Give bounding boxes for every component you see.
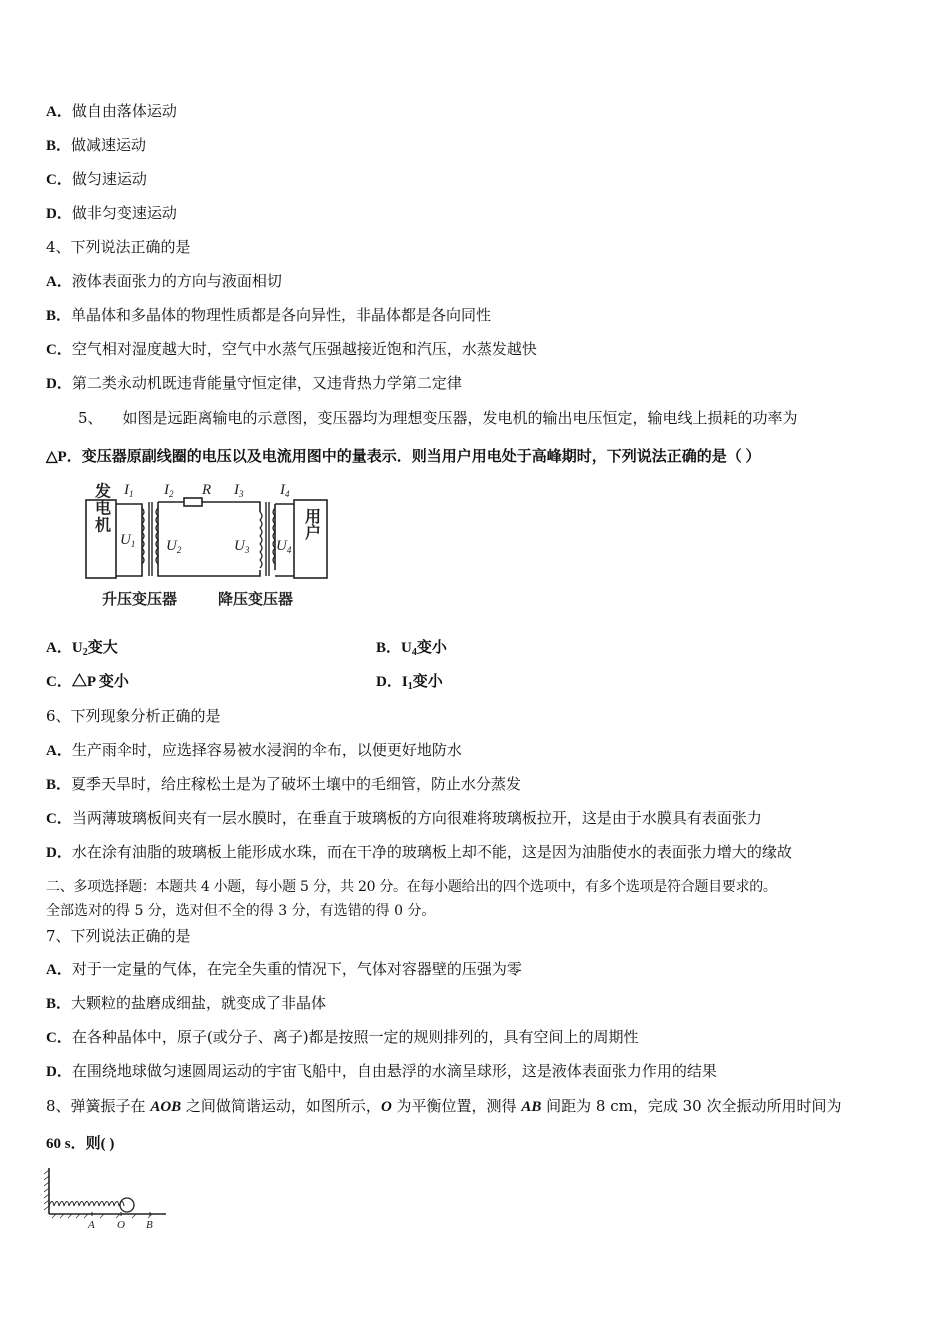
- label-step-up: 升压变压器: [102, 592, 178, 608]
- label-r: R: [202, 482, 212, 498]
- label-i2: $I_2$: [164, 482, 174, 499]
- q6-option-c: C．当两薄玻璃板间夹有一层水膜时，在垂直于玻璃板的方向很难将玻璃板拉开，这是由于水膜具有表面张力: [46, 809, 762, 827]
- q7-option-a: A．对于一定量的气体，在完全失重的情况下，气体对容器壁的压强为零: [46, 960, 522, 978]
- q5-option-b: B．$U_4$变小: [376, 640, 447, 658]
- q5-option-c: C．△P 变小: [46, 674, 129, 690]
- q6-option-d: D．水在涂有油脂的玻璃板上能形成水珠，而在干净的玻璃板上却不能，这是因为油脂使水的表面张力增大的缘故: [46, 843, 792, 861]
- q6-stem: 6、下列现象分析正确的是: [46, 707, 221, 725]
- q8-stem-line1: 8、弹簧振子在 AOB 之间做简谐运动，如图所示，O 为平衡位置，测得 AB 间距为 8 cm，完成 30 次全振动所用时间为: [46, 1097, 842, 1115]
- section2-line1: 二、多项选择题：本题共 4 小题，每小题 5 分，共 20 分。在每小题给出的四个选项中，有多个选项是符合题目要求的。: [46, 879, 777, 895]
- q6-option-a: A．生产雨伞时，应选择容易被水浸润的伞布，以便更好地防水: [46, 741, 462, 759]
- label-u4: $U_4$: [276, 538, 292, 555]
- q3-option-a: A．做自由落体运动: [46, 102, 177, 120]
- q3-option-d: D．做非匀变速运动: [46, 204, 177, 222]
- label-u2: $U_2$: [166, 538, 182, 555]
- label-o: O: [117, 1219, 125, 1230]
- q5-option-d: D．$I_1$变小: [376, 674, 443, 692]
- q5-stem-line2: △P．变压器原副线圈的电压以及电流用图中的量表示．则当用户用电处于高峰期时，下列说法正确的是（ ）: [46, 449, 761, 465]
- q7-option-c: C．在各种晶体中，原子(或分子、离子)都是按照一定的规则排列的，具有空间上的周期性: [46, 1028, 639, 1046]
- label-i1: $I_1$: [124, 482, 134, 499]
- q4-option-b: B．单晶体和多晶体的物理性质都是各向异性，非晶体都是各向同性: [46, 306, 492, 324]
- q4-option-d: D．第二类永动机既违背能量守恒定律，又违背热力学第二定律: [46, 374, 462, 392]
- label-step-down: 降压变压器: [218, 592, 294, 608]
- q4-option-a: A．液体表面张力的方向与液面相切: [46, 272, 282, 290]
- q5-stem-line1: 5、 如图是远距离输电的示意图，变压器均为理想变压器，发电机的输出电压恒定，输电线上损耗的功率为: [78, 409, 798, 427]
- label-user: 用户: [302, 508, 320, 540]
- q3-option-c: C．做匀速运动: [46, 170, 147, 188]
- label-i3: $I_3$: [234, 482, 244, 499]
- label-a: A: [88, 1219, 95, 1230]
- q8-stem-line2: 60 s．则( ): [46, 1136, 115, 1152]
- q4-option-c: C．空气相对湿度越大时，空气中水蒸气压强越接近饱和汽压，水蒸发越快: [46, 340, 537, 358]
- spring: [49, 1202, 124, 1207]
- q4-stem: 4、下列说法正确的是: [46, 238, 191, 256]
- ball: [120, 1198, 134, 1212]
- spring-oscillator-diagram: [44, 1166, 170, 1230]
- q6-option-b: B．夏季天旱时，给庄稼松土是为了破坏土壤中的毛细管，防止水分蒸发: [46, 775, 522, 793]
- transmission-diagram: [80, 478, 342, 612]
- q7-stem: 7、下列说法正确的是: [46, 927, 191, 945]
- q7-option-d: D．在围绕地球做匀速圆周运动的宇宙飞船中，自由悬浮的水滴呈球形，这是液体表面张力作用的结果: [46, 1062, 717, 1080]
- q7-option-b: B．大颗粒的盐磨成细盐，就变成了非晶体: [46, 994, 327, 1012]
- q5-option-a: A．$U_2$变大: [46, 640, 118, 658]
- label-b: B: [146, 1219, 153, 1230]
- label-generator: 发电机: [92, 482, 110, 534]
- label-u3: $U_3$: [234, 538, 250, 555]
- q3-option-b: B．做减速运动: [46, 136, 147, 154]
- label-u1: $U_1$: [120, 532, 136, 549]
- coil-step-down-primary: [260, 512, 262, 568]
- label-i4: $I_4$: [280, 482, 290, 499]
- section2-line2: 全部选对的得 5 分，选对但不全的得 3 分，有选错的得 0 分。: [46, 903, 436, 919]
- resistor-r: [184, 498, 202, 506]
